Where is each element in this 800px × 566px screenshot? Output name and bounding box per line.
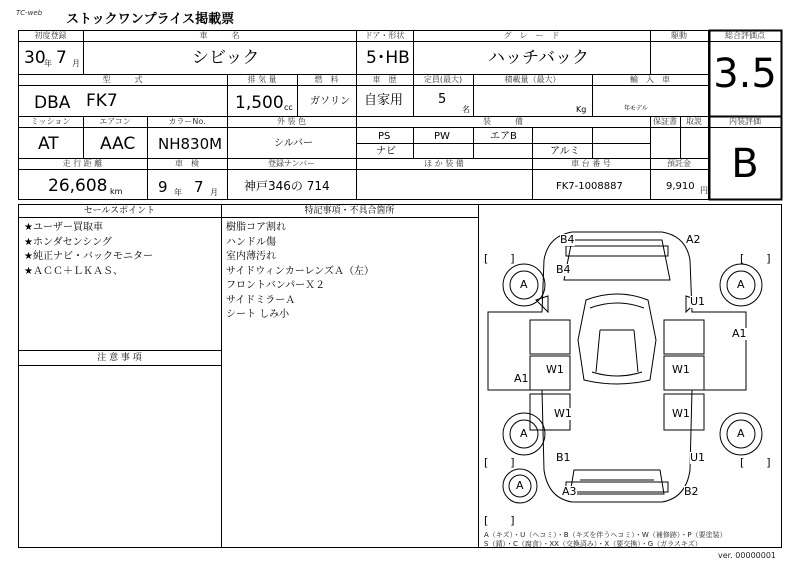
notes-title: 注 意 事 項 xyxy=(97,353,142,363)
label-equipment: 装 備 xyxy=(483,117,523,126)
tire-grade: A xyxy=(737,427,745,440)
deposit-value: 9,910 xyxy=(666,181,695,192)
year-unit: 年 xyxy=(44,59,52,68)
label-exterior: 外 装 色 xyxy=(276,117,307,126)
damage-code: W1 xyxy=(672,407,690,420)
mission-value: AT xyxy=(38,134,59,154)
tire-grade: A xyxy=(737,278,745,291)
label-overall-score: 総合評価点 xyxy=(725,31,765,40)
damage-code: B2 xyxy=(684,485,699,498)
label-mission: ミッション xyxy=(30,117,71,126)
inspection-year-value: 9 xyxy=(158,178,168,196)
label-door-shape: ドア・形状 xyxy=(364,31,405,40)
usage-value: 自家用 xyxy=(364,93,404,108)
equip-airbag: エアB xyxy=(490,131,517,142)
yen-unit: 円 xyxy=(700,186,708,195)
label-capacity: 定員(最大) xyxy=(423,75,463,84)
first-reg-month: 7 xyxy=(56,48,67,68)
model-prefix-value: DBA xyxy=(34,93,71,113)
label-chassis-no: 車 台 番 号 xyxy=(571,159,611,168)
first-reg-year: 30 xyxy=(24,48,46,68)
displacement-value: 1,500 xyxy=(235,93,284,113)
interior-score-value: B xyxy=(731,141,759,187)
mileage-value: 26,608 xyxy=(48,176,108,196)
label-fuel: 燃 料 xyxy=(314,75,339,84)
damage-code: B4 xyxy=(556,263,571,276)
document-title: ストックワンプライス掲載票 xyxy=(66,12,235,27)
label-import: 輸 入 車 xyxy=(630,75,670,84)
cc-unit: cc xyxy=(284,103,293,112)
tire-grade: A xyxy=(520,427,528,440)
km-unit: km xyxy=(110,187,123,196)
inspection-year-unit: 年 xyxy=(174,188,182,197)
label-load: 積載量（最大） xyxy=(504,75,561,84)
damage-code: W1 xyxy=(672,363,690,376)
exterior-color-value: シルバー xyxy=(274,138,314,149)
overall-score-value: 3.5 xyxy=(713,51,777,97)
label-aircon: エアコン xyxy=(99,117,131,126)
equip-alumi: アルミ xyxy=(550,146,580,157)
sales-points-title: セールスポイント xyxy=(83,206,156,216)
label-color-no: カラーNo. xyxy=(168,117,206,126)
label-grade: グ レ ー ド xyxy=(503,31,560,40)
label-deposit: 預託金 xyxy=(667,159,691,168)
import-year-unit: 年モデル xyxy=(624,105,648,112)
aircon-value: AAC xyxy=(100,134,136,154)
tire-grade: A xyxy=(520,278,528,291)
special-title: 特記事項・不具合箇所 xyxy=(304,206,395,216)
label-mileage: 走 行 距 離 xyxy=(62,159,103,168)
damage-code: U1 xyxy=(690,295,706,308)
site-logo: TC-web xyxy=(16,9,43,17)
label-first-reg: 初度登録 xyxy=(34,31,67,40)
label-inspection: 車 検 xyxy=(175,159,199,168)
bracket-right-top: [ ] xyxy=(740,252,771,265)
label-displacement: 排 気 量 xyxy=(247,75,277,84)
capacity-unit: 名 xyxy=(462,105,470,114)
grade-value: ハッチバック xyxy=(488,48,589,68)
kg-unit: Kg xyxy=(576,105,587,114)
label-plate: 登録ナンバー xyxy=(267,159,316,168)
damage-code: B1 xyxy=(556,451,571,464)
label-interior-score: 内装評価 xyxy=(729,117,761,126)
equip-pw: PW xyxy=(434,131,450,142)
damage-code: A1 xyxy=(514,372,529,385)
label-model: 型 式 xyxy=(102,75,143,84)
damage-code: A2 xyxy=(686,233,701,246)
label-manual: 取説 xyxy=(686,117,702,126)
inspection-month-value: 7 xyxy=(194,178,204,196)
damage-code: W1 xyxy=(554,407,572,420)
bracket-left-top: [ ] xyxy=(484,252,515,265)
legend-line-2: S（錆）・C（腐食）・XX（交換済み）・X（要交換）・G（ガラスキズ） xyxy=(484,540,702,548)
bracket-right-bottom: [ ] xyxy=(740,456,771,469)
legend-line-1: A（キズ）・U（ヘコミ）・B（キズを伴うヘコミ）・W（補修跡）・P（要塗装） xyxy=(484,531,727,539)
month-unit: 月 xyxy=(72,59,80,68)
capacity-value: 5 xyxy=(438,92,447,107)
color-no-value: NH830M xyxy=(158,135,223,153)
inspection-month-unit: 月 xyxy=(210,188,218,197)
bracket-spare: [ ] xyxy=(484,514,515,527)
label-warranty: 保証書 xyxy=(653,117,677,126)
car-name-value: シビック xyxy=(192,48,260,68)
label-car-name: 車 名 xyxy=(199,31,240,40)
special-list: 樹脂コア割れ ハンドル傷 室内薄汚れ サイドウィンカーレンズＡ（左） フロントバンパーＸ２ サイドミラーＡ シート しみ小 xyxy=(226,222,374,320)
version-label: ver. 00000001 xyxy=(718,551,777,560)
label-other-equip: ほ か 装 備 xyxy=(424,159,464,168)
tire-grade: A xyxy=(516,479,524,492)
damage-code: W1 xyxy=(546,363,564,376)
bracket-left-bottom: [ ] xyxy=(484,456,515,469)
chassis-no-value: FK7-1008887 xyxy=(556,181,623,192)
door-value: 5･HB xyxy=(366,48,410,68)
car-diagram xyxy=(488,232,762,503)
model-value: FK7 xyxy=(86,91,118,111)
fuel-value: ガソリン xyxy=(310,96,350,107)
damage-code: A3 xyxy=(562,485,577,498)
plate-value: 神戸346の 714 xyxy=(244,179,330,193)
equip-ps: PS xyxy=(378,131,391,142)
damage-code: A1 xyxy=(732,327,747,340)
equip-navi: ナビ xyxy=(376,146,396,157)
label-drive: 駆動 xyxy=(671,31,687,40)
sales-points-list: ★ユーザー買取車 ★ホンダセンシング ★純正ナビ・バックモニター ★ＡＣＣ＋ＬＫＡＳ、 xyxy=(24,222,153,277)
damage-code: B4 xyxy=(560,233,575,246)
label-usage: 車 歴 xyxy=(372,75,397,84)
damage-code: U1 xyxy=(690,451,706,464)
